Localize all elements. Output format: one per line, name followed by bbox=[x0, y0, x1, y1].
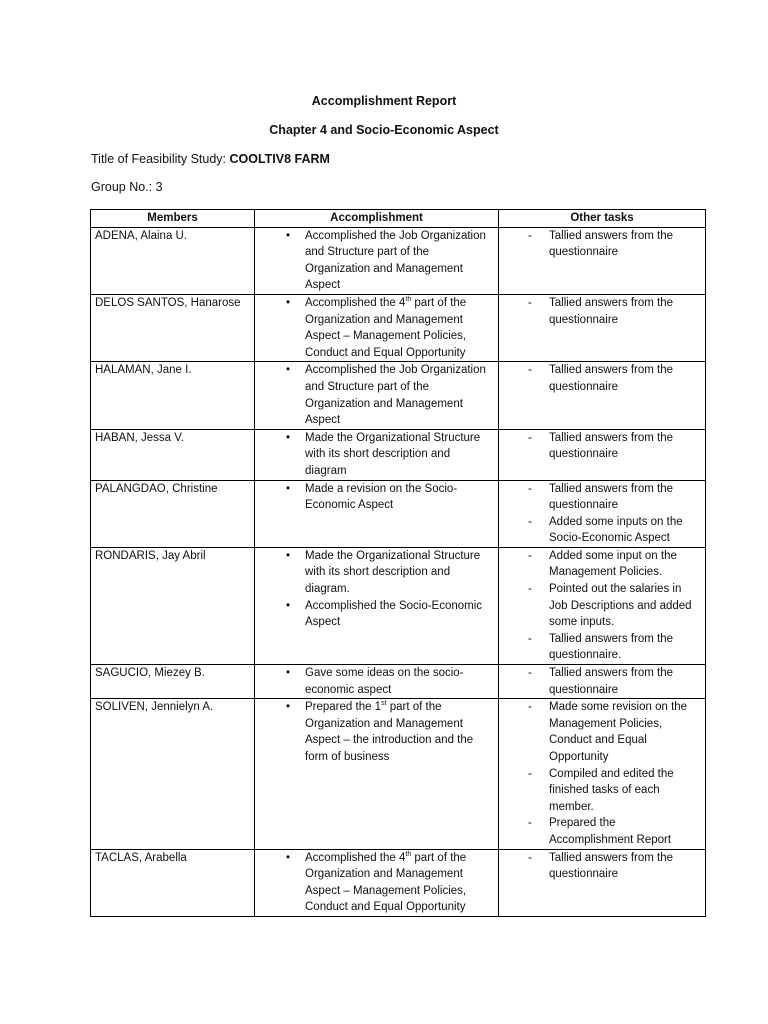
table-row bbox=[91, 429, 706, 480]
other-tasks-cell bbox=[499, 547, 706, 664]
accomplishment-item: • Accomplished the 4th part of the Organization and Management Aspect – Management Policies, Conduct and Equal Opportunity bbox=[259, 295, 494, 361]
accomplishment-item: • Accomplished the Job Organization and Structure part of the Organization and Management Aspect bbox=[259, 228, 494, 294]
study-title-label: Title of Feasibility Study: bbox=[91, 152, 230, 166]
accomplishment-item: • Made a revision on the Socio-Economic Aspect bbox=[259, 481, 494, 514]
table-row bbox=[91, 294, 706, 361]
other-tasks-cell bbox=[499, 480, 706, 547]
accomplishment-cell bbox=[255, 294, 499, 361]
accomplishment-list bbox=[259, 228, 494, 294]
member-name: TACLAS, Arabella bbox=[91, 849, 255, 916]
accomplishment-cell bbox=[255, 480, 499, 547]
member-name: PALANGDAO, Christine bbox=[91, 480, 255, 547]
accomplishment-cell bbox=[255, 429, 499, 480]
other-tasks-cell bbox=[499, 227, 706, 294]
task-item: - Made some revision on the Management Policies, Conduct and Equal Opportunity bbox=[503, 699, 701, 765]
task-item: - Tallied answers from the questionnaire bbox=[503, 665, 701, 698]
task-item: - Tallied answers from the questionnaire bbox=[503, 850, 701, 883]
other-tasks-cell bbox=[499, 849, 706, 916]
accomplishment-cell bbox=[255, 227, 499, 294]
other-tasks-list bbox=[503, 295, 701, 328]
task-item: - Pointed out the salaries in Job Descriptions and added some inputs. bbox=[503, 581, 701, 631]
accomplishment-list bbox=[259, 548, 494, 631]
table-row bbox=[91, 665, 706, 699]
task-item: - Added some input on the Management Policies. bbox=[503, 548, 701, 581]
header-other-tasks: Other tasks bbox=[499, 210, 706, 228]
header-accomplishment: Accomplishment bbox=[255, 210, 499, 228]
accomplishment-cell bbox=[255, 362, 499, 429]
accomplishment-list bbox=[259, 481, 494, 514]
task-item: - Tallied answers from the questionnaire bbox=[503, 430, 701, 463]
accomplishment-item: • Accomplished the Job Organization and Structure part of the Organization and Management Aspect bbox=[259, 362, 494, 428]
task-item: - Tallied answers from the questionnaire bbox=[503, 295, 701, 328]
group-number: Group No.: 3 bbox=[91, 180, 163, 194]
accomplishment-cell bbox=[255, 665, 499, 699]
accomplishment-list bbox=[259, 699, 494, 765]
ordinal-suffix: th bbox=[405, 850, 412, 858]
other-tasks-list bbox=[503, 430, 701, 463]
accomplishment-cell bbox=[255, 699, 499, 849]
table-row bbox=[91, 849, 706, 916]
member-name: ADENA, Alaina U. bbox=[91, 227, 255, 294]
task-item: - Prepared the Accomplishment Report bbox=[503, 815, 701, 848]
member-name: HALAMAN, Jane I. bbox=[91, 362, 255, 429]
other-tasks-list bbox=[503, 850, 701, 883]
ordinal-suffix: th bbox=[405, 295, 412, 303]
accomplishment-item: • Prepared the 1st part of the Organization and Management Aspect – the introduction and the form of business bbox=[259, 699, 494, 765]
member-name: DELOS SANTOS, Hanarose bbox=[91, 294, 255, 361]
other-tasks-list bbox=[503, 665, 701, 698]
table-row bbox=[91, 699, 706, 849]
other-tasks-list bbox=[503, 481, 701, 547]
accomplishment-item: • Gave some ideas on the socio-economic aspect bbox=[259, 665, 494, 698]
ordinal-suffix: st bbox=[381, 700, 387, 708]
task-item: - Added some inputs on the Socio-Economic Aspect bbox=[503, 514, 701, 547]
accomplishment-item: • Made the Organizational Structure with its short description and diagram bbox=[259, 430, 494, 480]
accomplishment-cell bbox=[255, 849, 499, 916]
accomplishment-list bbox=[259, 430, 494, 480]
other-tasks-cell bbox=[499, 429, 706, 480]
other-tasks-list bbox=[503, 362, 701, 395]
table-row bbox=[91, 227, 706, 294]
other-tasks-list bbox=[503, 228, 701, 261]
other-tasks-cell bbox=[499, 362, 706, 429]
other-tasks-list bbox=[503, 699, 701, 848]
table-row bbox=[91, 547, 706, 664]
accomplishment-list bbox=[259, 665, 494, 698]
table-body bbox=[91, 227, 706, 916]
table-row bbox=[91, 362, 706, 429]
other-tasks-cell bbox=[499, 665, 706, 699]
task-item: - Compiled and edited the finished tasks of each member. bbox=[503, 766, 701, 816]
accomplishment-item: • Made the Organizational Structure with its short description and diagram. bbox=[259, 548, 494, 598]
accomplishment-list bbox=[259, 295, 494, 361]
accomplishment-item: • Accomplished the Socio-Economic Aspect bbox=[259, 598, 494, 631]
study-title-value: COOLTIV8 FARM bbox=[229, 152, 330, 166]
accomplishment-item: • Accomplished the 4th part of the Organization and Management Aspect – Management Policies, Conduct and Equal Opportunity bbox=[259, 850, 494, 916]
report-subtitle: Chapter 4 and Socio-Economic Aspect bbox=[269, 123, 499, 137]
task-item: - Tallied answers from the questionnaire bbox=[503, 481, 701, 514]
other-tasks-cell bbox=[499, 294, 706, 361]
report-title: Accomplishment Report bbox=[311, 94, 457, 108]
member-name: RONDARIS, Jay Abril bbox=[91, 547, 255, 664]
header-members: Members bbox=[91, 210, 255, 228]
table-header-row bbox=[91, 210, 706, 228]
task-item: - Tallied answers from the questionnaire bbox=[503, 362, 701, 395]
task-item: - Tallied answers from the questionnaire. bbox=[503, 631, 701, 664]
task-item: - Tallied answers from the questionnaire bbox=[503, 228, 701, 261]
table-row bbox=[91, 480, 706, 547]
member-name: SAGUCIO, Miezey B. bbox=[91, 665, 255, 699]
accomplishment-list bbox=[259, 362, 494, 428]
other-tasks-cell bbox=[499, 699, 706, 849]
member-name: SOLIVEN, Jennielyn A. bbox=[91, 699, 255, 849]
accomplishment-list bbox=[259, 850, 494, 916]
accomplishment-cell bbox=[255, 547, 499, 664]
study-title-line bbox=[91, 152, 330, 166]
accomplishment-table bbox=[90, 209, 706, 917]
other-tasks-list bbox=[503, 548, 701, 664]
member-name: HABAN, Jessa V. bbox=[91, 429, 255, 480]
